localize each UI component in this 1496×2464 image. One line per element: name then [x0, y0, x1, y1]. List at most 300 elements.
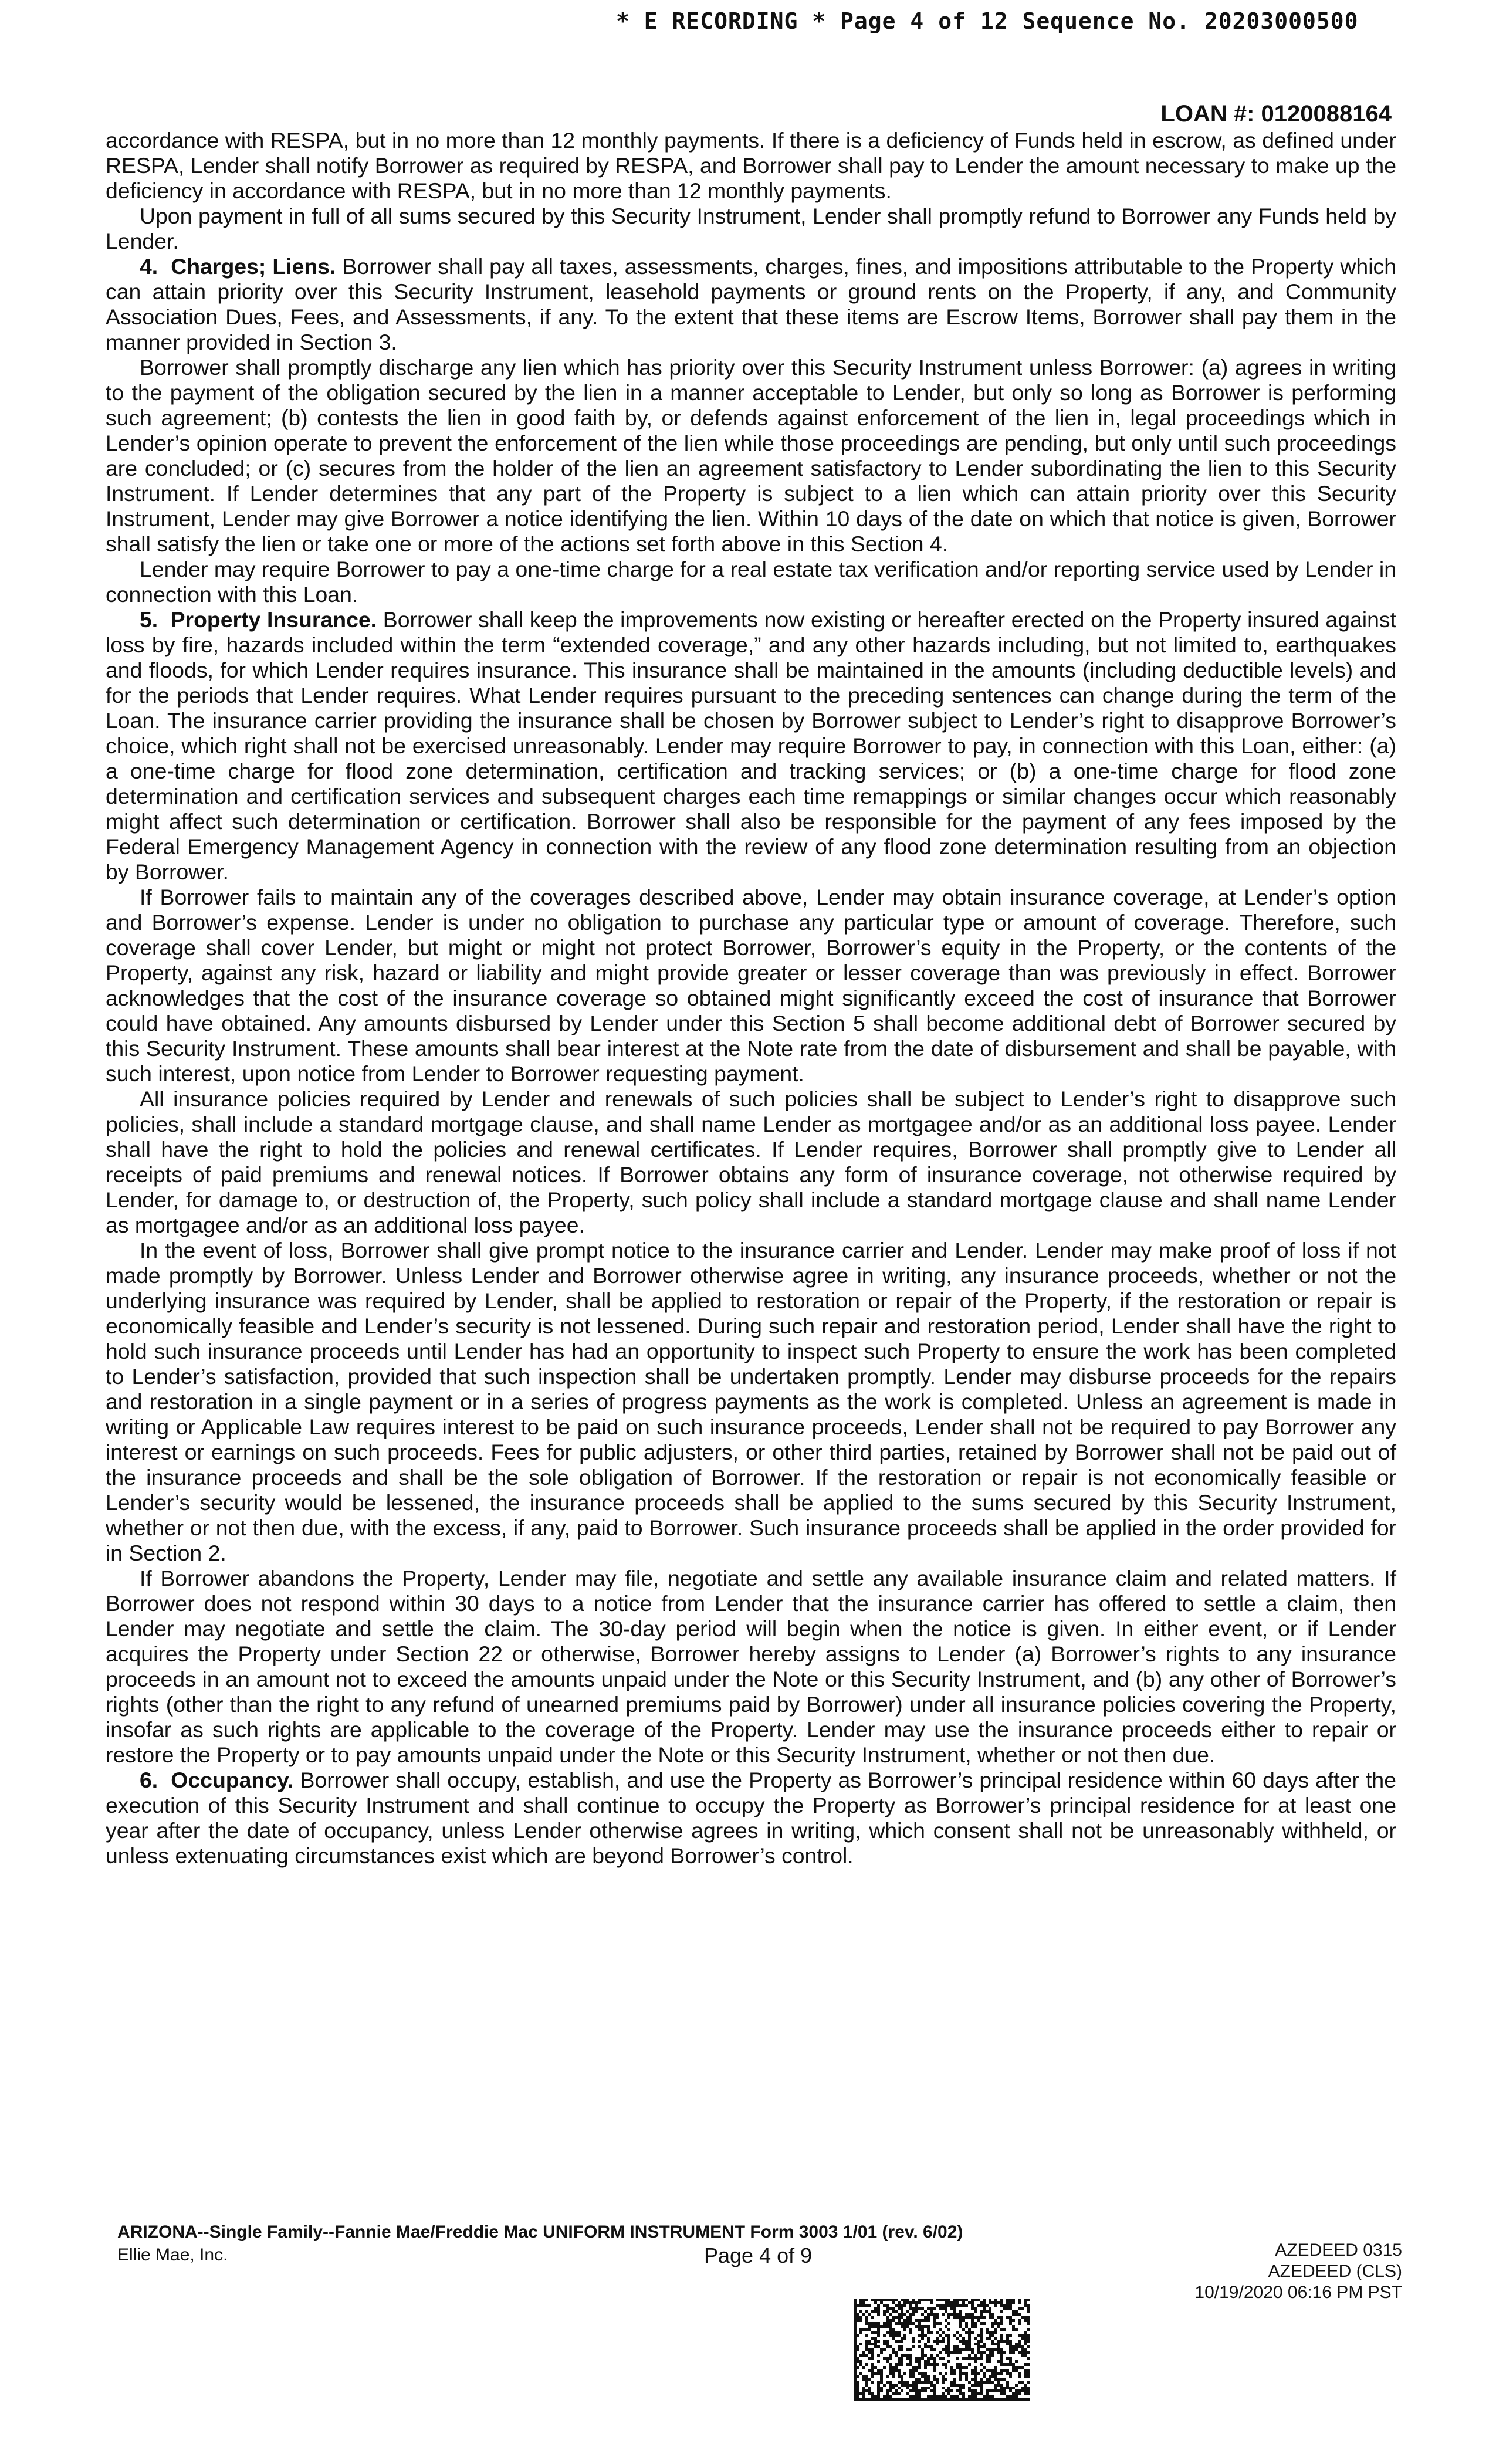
- barcode-cell: [991, 2369, 994, 2372]
- barcode-cell: [989, 2381, 991, 2384]
- barcode-cell: [874, 2366, 877, 2369]
- barcode-cell: [986, 2398, 989, 2401]
- barcode-cell: [865, 2348, 868, 2351]
- barcode-cell: [889, 2322, 892, 2325]
- barcode-cell: [912, 2372, 915, 2375]
- barcode-cell: [994, 2387, 997, 2389]
- barcode-cell: [997, 2340, 1000, 2343]
- barcode-cell: [903, 2301, 906, 2304]
- barcode-cell: [959, 2363, 962, 2366]
- barcode-cell: [924, 2316, 927, 2319]
- barcode-cell: [1021, 2354, 1024, 2357]
- barcode-cell: [915, 2310, 918, 2313]
- barcode-cell: [901, 2322, 903, 2325]
- barcode-cell: [1003, 2392, 1006, 2395]
- barcode-cell: [854, 2319, 857, 2322]
- barcode-cell: [871, 2357, 874, 2360]
- barcode-cell: [903, 2328, 906, 2331]
- barcode-cell: [1006, 2304, 1009, 2307]
- barcode-cell: [991, 2389, 994, 2392]
- barcode-cell: [956, 2363, 959, 2366]
- barcode-cell: [956, 2299, 959, 2301]
- barcode-cell: [997, 2360, 1000, 2363]
- barcode-cell: [927, 2381, 930, 2384]
- barcode-cell: [859, 2354, 862, 2357]
- barcode-cell: [1012, 2325, 1015, 2328]
- barcode-cell: [1015, 2348, 1018, 2351]
- barcode-cell: [983, 2310, 986, 2313]
- barcode-cell: [1012, 2369, 1015, 2372]
- barcode-cell: [945, 2325, 947, 2328]
- barcode-cell: [1021, 2307, 1024, 2310]
- barcode-cell: [898, 2360, 901, 2363]
- barcode-cell: [1021, 2348, 1024, 2351]
- barcode-cell: [930, 2381, 933, 2384]
- barcode-cell: [947, 2340, 950, 2343]
- barcode-cell: [953, 2307, 956, 2310]
- barcode-cell: [1000, 2363, 1003, 2366]
- paragraph-escrow-deficiency: accordance with RESPA, but in no more than 12 monthly payments. If there is a deficiency of Funds held in escrow, as defined under RESPA, Lender shall notify Borrower as required by RESPA, and Borrower shall pay to Lender the amount necessary to make up the deficiency in accordance with RESPA, but in no more than 12 monthly payments.: [106, 128, 1396, 203]
- barcode-cell: [906, 2381, 909, 2384]
- barcode-cell: [1021, 2389, 1024, 2392]
- barcode-cell: [933, 2313, 936, 2316]
- barcode-cell: [912, 2337, 915, 2340]
- barcode-cell: [930, 2307, 933, 2310]
- barcode-cell: [915, 2387, 918, 2389]
- barcode-cell: [971, 2351, 974, 2354]
- barcode-cell: [906, 2354, 909, 2357]
- barcode-cell: [942, 2398, 945, 2401]
- barcode-cell: [1024, 2316, 1027, 2319]
- barcode-cell: [950, 2313, 953, 2316]
- barcode-cell: [977, 2340, 980, 2343]
- barcode-cell: [953, 2372, 956, 2375]
- barcode-cell: [1015, 2392, 1018, 2395]
- barcode-cell: [980, 2363, 983, 2366]
- barcode-cell: [1006, 2299, 1009, 2301]
- barcode-cell: [927, 2378, 930, 2381]
- barcode-cell: [959, 2389, 962, 2392]
- barcode-cell: [971, 2299, 974, 2301]
- barcode-cell: [994, 2398, 997, 2401]
- barcode-cell: [892, 2366, 895, 2369]
- barcode-cell: [974, 2398, 977, 2401]
- barcode-cell: [950, 2389, 953, 2392]
- barcode-cell: [886, 2345, 889, 2348]
- barcode-cell: [921, 2348, 924, 2351]
- barcode-cell: [1024, 2369, 1027, 2372]
- barcode-cell: [1027, 2375, 1030, 2378]
- barcode-cell: [953, 2348, 956, 2351]
- barcode-cell: [854, 2363, 857, 2366]
- barcode-cell: [857, 2366, 859, 2369]
- barcode-cell: [962, 2328, 965, 2331]
- barcode-cell: [968, 2337, 971, 2340]
- barcode-cell: [877, 2331, 880, 2334]
- barcode-cell: [903, 2381, 906, 2384]
- barcode-cell: [991, 2325, 994, 2328]
- barcode-cell: [1006, 2316, 1009, 2319]
- barcode-cell: [965, 2345, 968, 2348]
- barcode-cell: [1000, 2392, 1003, 2395]
- barcode-cell: [942, 2331, 945, 2334]
- barcode-cell: [1015, 2343, 1018, 2345]
- barcode-cell: [933, 2340, 936, 2343]
- barcode-cell: [857, 2381, 859, 2384]
- barcode-cell: [974, 2325, 977, 2328]
- barcode-cell: [903, 2398, 906, 2401]
- barcode-cell: [895, 2310, 898, 2313]
- barcode-cell: [991, 2331, 994, 2334]
- barcode-cell: [1006, 2395, 1009, 2398]
- barcode-cell: [918, 2301, 921, 2304]
- barcode-cell: [924, 2372, 927, 2375]
- barcode-cell: [959, 2310, 962, 2313]
- barcode-cell: [959, 2299, 962, 2301]
- barcode-cell: [962, 2304, 965, 2307]
- barcode-cell: [1003, 2307, 1006, 2310]
- barcode-cell: [959, 2348, 962, 2351]
- barcode-cell: [862, 2395, 865, 2398]
- barcode-cell: [874, 2398, 877, 2401]
- barcode-cell: [991, 2301, 994, 2304]
- barcode-cell: [945, 2351, 947, 2354]
- barcode-cell: [883, 2299, 886, 2301]
- barcode-cell: [883, 2304, 886, 2307]
- barcode-cell: [971, 2331, 974, 2334]
- barcode-cell: [968, 2387, 971, 2389]
- barcode-cell: [877, 2334, 880, 2337]
- barcode-cell: [877, 2360, 880, 2363]
- barcode-cell: [854, 2307, 857, 2310]
- barcode-cell: [983, 2343, 986, 2345]
- barcode-cell: [865, 2319, 868, 2322]
- barcode-cell: [989, 2310, 991, 2313]
- barcode-cell: [989, 2375, 991, 2378]
- barcode-cell: [909, 2307, 912, 2310]
- barcode-cell: [854, 2316, 857, 2319]
- barcode-cell: [953, 2334, 956, 2337]
- barcode-cell: [912, 2387, 915, 2389]
- barcode-cell: [962, 2343, 965, 2345]
- barcode-cell: [924, 2343, 927, 2345]
- barcode-cell: [959, 2304, 962, 2307]
- barcode-cell: [915, 2392, 918, 2395]
- barcode-cell: [901, 2357, 903, 2360]
- barcode-cell: [909, 2398, 912, 2401]
- barcode-cell: [997, 2389, 1000, 2392]
- barcode-cell: [868, 2351, 871, 2354]
- barcode-cell: [889, 2384, 892, 2387]
- barcode-cell: [989, 2351, 991, 2354]
- barcode-cell: [871, 2322, 874, 2325]
- barcode-cell: [859, 2299, 862, 2301]
- barcode-cell: [980, 2331, 983, 2334]
- barcode-cell: [1009, 2389, 1012, 2392]
- barcode-cell: [991, 2375, 994, 2378]
- barcode-cell: [965, 2372, 968, 2375]
- barcode-cell: [883, 2334, 886, 2337]
- barcode-cell: [933, 2325, 936, 2328]
- barcode-cell: [868, 2357, 871, 2360]
- barcode-cell: [877, 2384, 880, 2387]
- barcode-cell: [980, 2316, 983, 2319]
- barcode-cell: [1024, 2304, 1027, 2307]
- barcode-cell: [1012, 2395, 1015, 2398]
- barcode-cell: [936, 2322, 939, 2325]
- barcode-cell: [886, 2343, 889, 2345]
- barcode-cell: [880, 2378, 883, 2381]
- barcode-cell: [886, 2357, 889, 2360]
- barcode-cell: [854, 2375, 857, 2378]
- barcode-cell: [983, 2307, 986, 2310]
- barcode-cell: [906, 2398, 909, 2401]
- barcode-cell: [989, 2337, 991, 2340]
- barcode-cell: [953, 2381, 956, 2384]
- barcode-cell: [959, 2384, 962, 2387]
- barcode-cell: [939, 2398, 942, 2401]
- barcode-cell: [953, 2313, 956, 2316]
- barcode-cell: [986, 2328, 989, 2331]
- barcode-cell: [886, 2389, 889, 2392]
- barcode-cell: [980, 2322, 983, 2325]
- barcode-cell: [983, 2381, 986, 2384]
- barcode-cell: [1012, 2348, 1015, 2351]
- barcode-cell: [874, 2340, 877, 2343]
- barcode-cell: [903, 2319, 906, 2322]
- barcode-cell: [989, 2313, 991, 2316]
- barcode-cell: [859, 2363, 862, 2366]
- barcode-cell: [909, 2316, 912, 2319]
- barcode-cell: [986, 2337, 989, 2340]
- barcode-cell: [980, 2389, 983, 2392]
- barcode-cell: [965, 2322, 968, 2325]
- barcode-cell: [883, 2384, 886, 2387]
- barcode-cell: [947, 2343, 950, 2345]
- section-title: Property Insurance.: [170, 607, 377, 632]
- barcode-cell: [889, 2398, 892, 2401]
- barcode-cell: [968, 2395, 971, 2398]
- barcode-cell: [912, 2395, 915, 2398]
- barcode-cell: [874, 2345, 877, 2348]
- barcode-cell: [939, 2372, 942, 2375]
- barcode-cell: [886, 2381, 889, 2384]
- barcode-cell: [1009, 2340, 1012, 2343]
- barcode-cell: [898, 2313, 901, 2316]
- barcode-cell: [959, 2316, 962, 2319]
- barcode-cell: [1000, 2334, 1003, 2337]
- barcode-cell: [980, 2381, 983, 2384]
- barcode-cell: [895, 2389, 898, 2392]
- barcode-cell: [1021, 2398, 1024, 2401]
- barcode-cell: [950, 2381, 953, 2384]
- barcode-cell: [953, 2310, 956, 2313]
- barcode-cell: [921, 2398, 924, 2401]
- barcode-cell: [889, 2363, 892, 2366]
- barcode-cell: [942, 2387, 945, 2389]
- barcode-cell: [959, 2325, 962, 2328]
- barcode-cell: [989, 2357, 991, 2360]
- paragraph-tax-verification: Lender may require Borrower to pay a one-time charge for a real estate tax verification and/or reporting service used by Lender in connection with this Loan.: [106, 557, 1396, 607]
- barcode-cell: [854, 2351, 857, 2354]
- barcode-cell: [1021, 2366, 1024, 2369]
- barcode-cell: [1009, 2395, 1012, 2398]
- barcode-cell: [883, 2310, 886, 2313]
- barcode-cell: [953, 2299, 956, 2301]
- barcode-cell: [924, 2360, 927, 2363]
- barcode-cell: [991, 2348, 994, 2351]
- barcode-cell: [865, 2398, 868, 2401]
- barcode-cell: [886, 2310, 889, 2313]
- barcode-cell: [909, 2322, 912, 2325]
- barcode-cell: [939, 2357, 942, 2360]
- barcode-cell: [1024, 2337, 1027, 2340]
- barcode-cell: [1027, 2398, 1030, 2401]
- barcode-cell: [968, 2328, 971, 2331]
- barcode-cell: [1021, 2387, 1024, 2389]
- barcode-cell: [1009, 2345, 1012, 2348]
- barcode-cell: [1018, 2381, 1021, 2384]
- barcode-cell: [965, 2366, 968, 2369]
- barcode-cell: [936, 2343, 939, 2345]
- barcode-cell: [953, 2378, 956, 2381]
- barcode-cell: [901, 2384, 903, 2387]
- barcode-cell: [994, 2389, 997, 2392]
- barcode-cell: [857, 2313, 859, 2316]
- barcode-cell: [871, 2366, 874, 2369]
- barcode-cell: [989, 2307, 991, 2310]
- barcode-cell: [947, 2313, 950, 2316]
- barcode-cell: [857, 2357, 859, 2360]
- barcode-cell: [874, 2310, 877, 2313]
- barcode-cell: [1006, 2343, 1009, 2345]
- barcode-cell: [921, 2313, 924, 2316]
- barcode-cell: [1012, 2301, 1015, 2304]
- barcode-cell: [997, 2345, 1000, 2348]
- barcode-cell: [924, 2378, 927, 2381]
- barcode-cell: [883, 2357, 886, 2360]
- qr-code-icon: [854, 2299, 1030, 2401]
- barcode-cell: [980, 2313, 983, 2316]
- barcode-cell: [880, 2389, 883, 2392]
- barcode-cell: [924, 2387, 927, 2389]
- barcode-cell: [947, 2387, 950, 2389]
- barcode-cell: [997, 2384, 1000, 2387]
- barcode-cell: [1000, 2337, 1003, 2340]
- barcode-cell: [854, 2340, 857, 2343]
- barcode-cell: [909, 2369, 912, 2372]
- barcode-cell: [939, 2328, 942, 2331]
- barcode-cell: [977, 2351, 980, 2354]
- barcode-cell: [989, 2316, 991, 2319]
- barcode-cell: [1018, 2322, 1021, 2325]
- barcode-cell: [956, 2398, 959, 2401]
- barcode-cell: [945, 2398, 947, 2401]
- section-title: Occupancy.: [171, 1768, 294, 1792]
- barcode-cell: [871, 2337, 874, 2340]
- barcode-cell: [965, 2325, 968, 2328]
- barcode-cell: [939, 2334, 942, 2337]
- barcode-cell: [918, 2299, 921, 2301]
- barcode-cell: [991, 2316, 994, 2319]
- barcode-cell: [983, 2395, 986, 2398]
- barcode-cell: [1021, 2316, 1024, 2319]
- barcode-cell: [886, 2325, 889, 2328]
- barcode-cell: [895, 2334, 898, 2337]
- barcode-cell: [945, 2319, 947, 2322]
- barcode-cell: [980, 2340, 983, 2343]
- barcode-cell: [930, 2310, 933, 2313]
- barcode-cell: [886, 2299, 889, 2301]
- barcode-cell: [854, 2369, 857, 2372]
- barcode-cell: [968, 2348, 971, 2351]
- barcode-cell: [921, 2331, 924, 2334]
- barcode-cell: [956, 2384, 959, 2387]
- barcode-cell: [883, 2313, 886, 2316]
- barcode-cell: [903, 2354, 906, 2357]
- barcode-cell: [1003, 2351, 1006, 2354]
- barcode-cell: [892, 2384, 895, 2387]
- barcode-cell: [1015, 2398, 1018, 2401]
- barcode-cell: [1027, 2369, 1030, 2372]
- barcode-cell: [1000, 2372, 1003, 2375]
- barcode-cell: [986, 2354, 989, 2357]
- barcode-cell: [915, 2398, 918, 2401]
- barcode-cell: [857, 2345, 859, 2348]
- barcode-cell: [1027, 2304, 1030, 2307]
- barcode-cell: [877, 2325, 880, 2328]
- barcode-cell: [1018, 2299, 1021, 2301]
- barcode-cell: [912, 2369, 915, 2372]
- barcode-cell: [915, 2307, 918, 2310]
- barcode-cell: [997, 2398, 1000, 2401]
- barcode-cell: [965, 2375, 968, 2378]
- barcode-cell: [915, 2325, 918, 2328]
- barcode-cell: [901, 2304, 903, 2307]
- barcode-cell: [892, 2351, 895, 2354]
- barcode-cell: [892, 2319, 895, 2322]
- barcode-cell: [921, 2307, 924, 2310]
- barcode-cell: [871, 2331, 874, 2334]
- paragraph-insurance-policies: All insurance policies required by Lender and renewals of such policies shall be subject to Lender’s right to disapprove such policies, shall include a standard mortgage clause, and shall name Lender as mortgagee and/or as an additional loss payee. Lender shall have the right to hold the policies and renewal certificates. If Lender requires, Borrower shall promptly give to Lender all receipts of paid premiums and renewal notices. If Borrower obtains any form of insurance coverage, not otherwise required by Lender, for damage to, or destruction of, the Property, such policy shall include a standard mortgage clause and shall name Lender as mortgagee and/or as an additional loss payee.: [106, 1087, 1396, 1237]
- barcode-cell: [915, 2378, 918, 2381]
- barcode-cell: [950, 2395, 953, 2398]
- barcode-cell: [927, 2395, 930, 2398]
- barcode-cell: [862, 2299, 865, 2301]
- barcode-cell: [994, 2304, 997, 2307]
- barcode-cell: [877, 2322, 880, 2325]
- barcode-cell: [945, 2372, 947, 2375]
- barcode-cell: [898, 2345, 901, 2348]
- barcode-cell: [962, 2366, 965, 2369]
- barcode-cell: [895, 2354, 898, 2357]
- barcode-cell: [927, 2357, 930, 2360]
- barcode-cell: [883, 2343, 886, 2345]
- barcode-cell: [956, 2357, 959, 2360]
- barcode-cell: [968, 2331, 971, 2334]
- barcode-cell: [997, 2348, 1000, 2351]
- barcode-cell: [877, 2345, 880, 2348]
- barcode-cell: [889, 2313, 892, 2316]
- barcode-cell: [1018, 2389, 1021, 2392]
- barcode-cell: [971, 2372, 974, 2375]
- barcode-cell: [862, 2398, 865, 2401]
- barcode-cell: [877, 2299, 880, 2301]
- barcode-cell: [936, 2381, 939, 2384]
- barcode-cell: [1003, 2328, 1006, 2331]
- barcode-cell: [977, 2357, 980, 2360]
- barcode-cell: [1009, 2334, 1012, 2337]
